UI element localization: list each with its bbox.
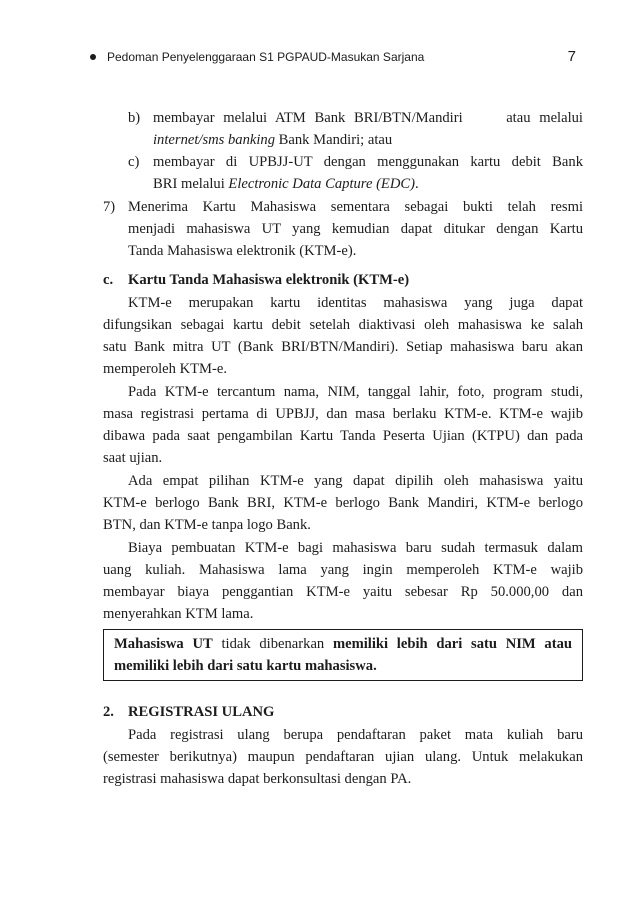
section-c-heading: Kartu Tanda Mahasiswa elektronik (KTM-e) [128, 272, 410, 288]
page-number: 7 [567, 48, 576, 65]
item7-line-1: Menerima Kartu Mahasiswa sementara sebagai bukti telah resmi [128, 199, 583, 215]
list-label-b: b) [128, 110, 141, 126]
para-c3-line-1: Ada empat pilihan KTM-e yang dapat dipilih oleh mahasiswa yaitu [128, 473, 583, 489]
list-c-line-2 [153, 173, 419, 195]
item7-line-3: Tanda Mahasiswa elektronik (KTM-e). [128, 243, 357, 259]
item7-line-2: menjadi mahasiswa UT yang kemudian dapat ditukar dengan Kartu [128, 221, 583, 237]
notice-bold-2: memiliki lebih dari satu NIM atau [332, 636, 572, 652]
bullet-icon [90, 54, 96, 60]
section-2-heading: REGISTRASI ULANG [128, 704, 275, 720]
para-c2-line-4: saat ujian. [103, 450, 163, 466]
para-2-line-1: Pada registrasi ulang berupa pendaftaran paket mata kuliah baru [128, 727, 583, 743]
list-label-7: 7) [103, 199, 116, 215]
list-b-italic: internet/sms banking [153, 132, 276, 148]
para-c4-line-1: Biaya pembuatan KTM-e bagi mahasiswa baru sudah termasuk dalam [128, 540, 583, 556]
para-2-line-3: registrasi mahasiswa dapat berkonsultasi dengan PA. [103, 771, 412, 787]
list-label-c: c) [128, 154, 140, 170]
notice-line-2: memiliki lebih dari satu kartu mahasiswa. [114, 658, 377, 674]
list-b-rest: Bank Mandiri; atau [275, 132, 393, 148]
list-b-line-1: membayar melalui ATM Bank BRI/BTN/Mandiri atau melalui [153, 110, 583, 126]
list-c-line-1: membayar di UPBJJ-UT dengan menggunakan kartu debit Bank [153, 154, 583, 170]
para-c1-line-1: KTM-e merupakan kartu identitas mahasiswa yang juga dapat [128, 295, 583, 311]
para-c3-line-3: BTN, dan KTM-e tanpa logo Bank. [103, 517, 311, 533]
section-2-label: 2. [103, 704, 114, 720]
para-c2-line-2: masa registrasi pertama di UPBJJ, dan masa berlaku KTM-e. KTM-e wajib [103, 406, 583, 422]
para-c2-line-3: dibawa pada saat pengambilan Kartu Tanda Peserta Ujian (KTPU) dan pada [103, 428, 583, 444]
para-c1-line-4: memperoleh KTM-e. [103, 361, 228, 377]
notice-bold-1: Mahasiswa UT [114, 636, 213, 652]
section-c-label: c. [103, 272, 114, 288]
notice-box [103, 629, 583, 681]
para-c2-line-1: Pada KTM-e tercantum nama, NIM, tanggal lahir, foto, program studi, [128, 384, 583, 400]
para-c4-line-2: uang kuliah. Mahasiswa lama yang ingin memperoleh KTM-e wajib [103, 562, 583, 578]
notice-line-1 [114, 633, 572, 655]
list-c-pre: BRI melalui [153, 176, 229, 192]
para-c3-line-2: KTM-e berlogo Bank BRI, KTM-e berlogo Bank Mandiri, KTM-e berlogo [103, 495, 583, 511]
list-b-line-2 [153, 129, 392, 151]
list-c-italic: Electronic Data Capture (EDC) [228, 176, 415, 192]
para-c1-line-3: satu Bank mitra UT (Bank BRI/BTN/Mandiri). Setiap mahasiswa baru akan [103, 339, 583, 355]
list-c-post: . [414, 176, 419, 192]
header-title: Pedoman Penyelenggaraan S1 PGPAUD-Masukan Sarjana [107, 50, 425, 64]
para-c1-line-2: difungsikan sebagai kartu debit setelah diaktivasi oleh mahasiswa ke salah [103, 317, 583, 333]
notice-normal-1: tidak dibenarkan [212, 636, 333, 652]
para-c4-line-3: membayar biaya penggantian KTM-e yaitu sebesar Rp 50.000,00 dan [103, 584, 583, 600]
para-2-line-2: (semester berikutnya) maupun pendaftaran ujian ulang. Untuk melakukan [103, 749, 583, 765]
running-header [90, 48, 588, 68]
para-c4-line-4: menyerahkan KTM lama. [103, 606, 254, 622]
